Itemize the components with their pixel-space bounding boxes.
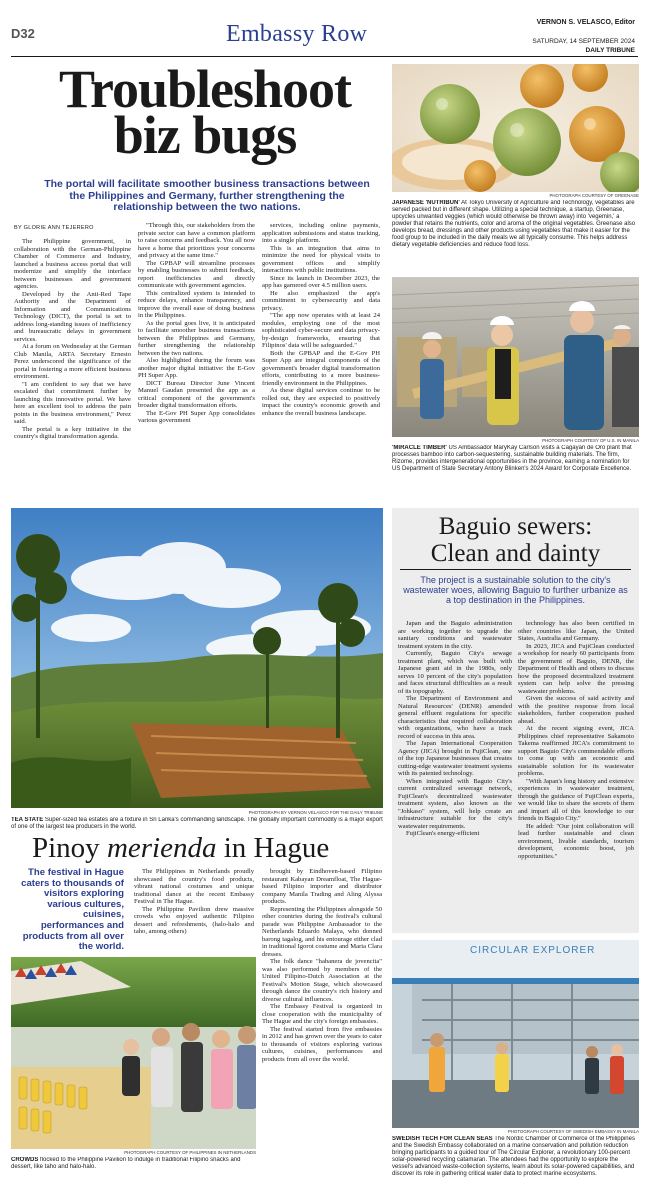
lead-byline: BY GLORIE ANN TEJERERO — [14, 225, 94, 231]
paragraph: This centralized system is intended to reduce delays, enhance transparency, and improve the overall ease of doing business in the Philippines. — [138, 289, 255, 319]
paragraph: The Japan International Cooperation Agency (JICA) brought in FujiClean, one of the top Japanese businesses that creates cutting-edge wastewater treatment systems with its patented technology. — [398, 740, 512, 777]
timber-caption-text: US Ambassador MaryKay Carlson visits a Cagayan de Oro plant that processes bamboo into carbon-sequestering, sustainable building materials. The firm, Rizome, provides intergenerational opportunities in the province, earning a nomination for US Department of State Secretary Antony Blinken's 2024 Award for Corporate Excellence. — [392, 445, 632, 472]
swedish-illustration — [392, 940, 639, 1128]
merienda-photo — [11, 957, 256, 1149]
timber-credit: PHOTOGRAPH COURTESY OF U.S. IN MANILA — [542, 438, 639, 443]
merienda-illustration — [11, 957, 256, 1149]
nutribun-photo — [392, 64, 639, 192]
lead-column-1 — [14, 238, 131, 486]
paragraph: services, including online payments, application submissions and status tracking, into a single platform. — [262, 222, 380, 244]
paragraph: The Department of Environment and Natural Resources' (DENR) amended general effluent regulations for specific characteristics that required collaboration with organizations, who have a track record of success in this area. — [398, 695, 512, 740]
merienda-headline-em: merienda — [106, 832, 217, 864]
paragraph: "I am confident to say that we have escalated that commitment further by launching this innovative portal. We have here an excellent tool to address the pain points in the business environment," Perez said. — [14, 380, 131, 425]
merienda-headline — [32, 832, 329, 864]
paragraph: He also emphasized the app's commitment to cybersecurity and data privacy. — [262, 289, 380, 312]
paragraph: At the recent signing event, JICA Philippines chief representative Sakamoto Takema reaffirmed JICA's commitment to support Baguio City's commendable efforts to come up with an economic and sustainable solution for its wastewater problems. — [518, 725, 634, 777]
paragraph: The festival started from five embassies in 2012 and has grown over the years to cater to thousands of visitors exploring various cultures, cuisines, performances and products from all over the world. — [262, 1025, 382, 1063]
nutribun-caption-lead: JAPANESE 'NUTRIBUN' — [392, 200, 460, 206]
paragraph: As these digital services continue to be rolled out, they are expected to positively impact the country's economic growth and enhance the overall business landscape. — [262, 387, 380, 417]
paragraph: The folk dance "habanera de jovencita" was also performed by members of the United Filipino-Dutch Association at the Festival's Motion Stage, which showcased through dance the country's rich history and diverse cultural influences. — [262, 958, 382, 1003]
paragraph: The portal is a key initiative in the country's digital transformation agenda. — [14, 425, 131, 440]
baguio-column-1 — [398, 620, 512, 930]
baguio-headline-rule — [400, 569, 631, 570]
merienda-column-2 — [262, 868, 382, 1173]
paragraph: DICT Bureau Director June Vincent Manuel Gaudan presented the app as a critical component of the government's broader digital transformation efforts. — [138, 379, 255, 409]
lead-deck: The portal will facilitate smoother business transactions between the Philippines and Germany, further strengthening the relationship between the two nations. — [44, 178, 370, 213]
paragraph: He added: "Our joint collaboration will lead further sustainable and clean environment, livable standards, tourism development, economic boost, job opportunities." — [518, 822, 634, 860]
tea-credit: PHOTOGRAPH BY VERNON VELASCO FOR THE DAILY TRIBUNE — [248, 810, 383, 815]
paragraph: As the portal goes live, it is anticipated to facilitate smoother business transactions between the Philippines and Germany, further strengthening the relationship between the two nations. — [138, 319, 255, 357]
editor-credit: VERNON S. VELASCO, Editor — [536, 19, 635, 26]
nutribun-caption-text: At Tokyo University of Agriculture and Technology, vegetables are served packed but in different shape. Utilizing a special technique, a startup, Greenase, upcycles unwanted veggies (which would otherwise be thrown away) into 'vegemin,' a powder that retains the nutrients, color and aroma of the original vegetables. Greenase also develops bread, dressings and other products using vegetables that make it easier for the food group to be included in the daily meals we all typically consume. This helps address dietary vegetable deficiencies and reduce food loss. — [392, 200, 636, 248]
paragraph: technology has also been certified in other countries like Japan, the United States, Australia and Germany. — [518, 620, 634, 642]
paragraph: "The app now operates with at least 24 modules, employing one of the most sophisticated cyber-secure and data privacy-by-design frameworks, ensuring that Filipinos' data will be safeguarded." — [262, 312, 380, 349]
paragraph: This is an integration that aims to minimize the need for physical visits to government offices and simplify interactions with public institutions. — [262, 244, 380, 274]
merienda-headline-post: in Hague — [216, 832, 330, 864]
paragraph: brought by Eindhoven-based Filipino restaurant Kabayan Dreamfloat, The Hague-based Filipino importer and distributor company Manila Trading and Aling Alyssa products. — [262, 868, 382, 905]
paragraph: Currently, Baguio City's sewage treatment plant, which was built with Japanese grant aid in the 1980s, only serves 10 percent of the city's population and faces structural difficulties as a result of its topography. — [398, 650, 512, 695]
baguio-headline — [392, 513, 639, 567]
paragraph: Both the GPBAP and the E-Gov PH Super App are integral components of the government's broader digital transformation efforts, contributing to a more business-friendly environment in the Philippines. — [262, 349, 380, 387]
paragraph: The GPBAP will streamline processes by enabling businesses to submit feedback, report inefficiencies and directly communicate with government agencies. — [138, 259, 255, 289]
lead-headline-line-1: Troubleshoot — [58, 59, 352, 119]
paragraph: Japan and the Baguio administration are working together to upgrade the sanitary conditions and wastewater treatment system in the city. — [398, 620, 512, 650]
swedish-caption-text: The Nordic Chamber of Commerce of the Philippines and the Swedish Embassy collaborated on a marine conservation and pollution reduction bringing participants to a guided tour of The Circular Explorer, a revolutionary 100-percent solar-powered recycling catamaran. The attendees had the opportunity to explore the vessel's advanced waste-collection systems, learn about its solar-powered capabilities, and discover its role in gathering critical water data to protect marine ecosystems. — [392, 1136, 635, 1177]
paragraph: The E-Gov PH Super App consolidates various government — [138, 409, 255, 424]
paragraph: The Philippine government, in collaboration with the German-Philippine Chamber of Commerce and Industry, launched a business access portal that will modernize and simplify the interface between businesses and government agencies. — [14, 238, 131, 290]
merienda-caption-lead: CROWDS — [11, 1157, 39, 1163]
timber-caption — [392, 445, 639, 495]
issue-date: SATURDAY, 14 SEPTEMBER 2024 — [532, 38, 635, 45]
timber-illustration — [392, 277, 639, 437]
nutribun-illustration — [392, 64, 639, 192]
swedish-photo — [392, 940, 639, 1128]
baguio-column-2 — [518, 620, 634, 930]
lead-column-3 — [262, 222, 380, 490]
tea-caption-lead: TEA STATE — [11, 817, 44, 823]
paragraph: Developed by the Anti-Red Tape Authority and the Department of Information and Communications Technology (DICT), the portal is set to address long-standing issues of inefficiency and bureaucratic delays in government services. — [14, 290, 131, 343]
paragraph: Representing the Philippines alongside 50 other countries during the festival's cultural parade was Philippine Ambassador to the Netherlands Eduardo Malaya, who donned barong tagalog, and his entourage either clad in traditional Igorot costume and Maria Clara dresses. — [262, 905, 382, 958]
paragraph: "With Japan's long history and extensive experiences in wastewater treatment, through the guidance of FujiClean experts, we would like to share the secrets of them and impart all of this knowledge to our friends in Baguio City." — [518, 777, 634, 822]
merienda-caption-text: flocked to the Philippine Pavilion to indulge in traditional Filipino snacks and dessert, like taho and halo-halo. — [11, 1157, 241, 1170]
paragraph: In 2023, JICA and FujiClean conducted a workshop for nearly 60 participants from the government of Baguio, DENR, the Department of Health and others to discuss how the proposed decentralized treatment system can help solve the pressing wastewater problems. — [518, 642, 634, 695]
merienda-deck: The festival in Hague caters to thousands of visitors exploring various cultures, cuisines, performances and products from all over the world. — [21, 867, 124, 953]
merienda-credit: PHOTOGRAPH COURTESY OF PHILIPPINES IN NETHERLANDS — [124, 1150, 256, 1155]
section-title: Embassy Row — [226, 21, 368, 47]
tea-caption — [11, 817, 383, 833]
timber-photo — [392, 277, 639, 437]
page-number: D32 — [11, 26, 35, 41]
swedish-caption-lead: SWEDISH TECH FOR CLEAN SEAS — [392, 1136, 493, 1142]
paragraph: Also highlighted during the forum was another major digital initiative: the E-Gov PH Super App. — [138, 357, 255, 379]
paragraph: At a forum on Wednesday at the German Club Manila, ARTA Secretary Ernesto Perez underscored the significance of the portal in fostering a more efficient business environment. — [14, 343, 131, 380]
swedish-credit: PHOTOGRAPH COURTESY OF SWEDISH EMBASSY IN MANILA — [507, 1129, 639, 1134]
tea-caption-text: Super-sized tea estates are a fixture in Sri Lanka's commanding landscape. The globally important commodity is a major export of one of the largest tea producers in the world. — [11, 817, 383, 830]
paragraph: The Embassy Festival is organized in close cooperation with the municipality of The Hague and the city's foreign embassies. — [262, 1003, 382, 1025]
paragraph: FujiClean's energy-efficient — [406, 830, 480, 837]
merienda-headline-pre: Pinoy — [32, 832, 107, 864]
paragraph: Since its launch in December 2023, the app has garnered over 4.5 million users. — [262, 274, 380, 289]
nutribun-caption — [392, 200, 639, 264]
lead-headline — [20, 59, 390, 165]
merienda-column-1 — [134, 868, 254, 952]
baguio-headline-line-1: Baguio sewers: — [438, 513, 593, 540]
baguio-deck: The project is a sustainable solution to the city's wastewater woes, allowing Baguio to further urbanize as a top destination in the Philippines. — [403, 575, 628, 605]
paragraph: The Philippines in Netherlands proudly showcased the country's food products, vibrant national costumes and unique traditional dance at the recent Embassy Festival in The Hague. — [134, 868, 254, 905]
lead-headline-line-2: biz bugs — [113, 105, 297, 165]
paragraph: Given the success of said activity and with the positive response from local stakeholders, further cooperation pushed ahead. — [518, 695, 634, 725]
tea-photo — [11, 508, 383, 808]
paragraph: The Philippine Pavilion drew massive crowds who enjoyed authentic Filipino dessert and refreshments, (halo-halo and taho, among others) — [134, 905, 254, 935]
tea-illustration — [11, 508, 383, 808]
paper-name: DAILY TRIBUNE — [585, 47, 635, 54]
timber-caption-lead: 'MIRACLE TIMBER' — [392, 445, 447, 451]
lead-column-2 — [138, 222, 255, 490]
paragraph: "Through this, our stakeholders from the private sector can have a common platform to raise concerns and feedback. You all now have a home that prioritizes your concerns and privacy at the same time." — [138, 222, 255, 259]
nutribun-credit: PHOTOGRAPH COURTESY OF GREENASE — [549, 193, 639, 198]
masthead-rule — [11, 56, 638, 57]
merienda-caption — [11, 1157, 256, 1173]
paragraph: When integrated with Baguio City's current centralized sewerage network, FujiClean's decentralized wastewater treatment system, also known as the "Johkaso" system, will help create an infrastructure suitable for the city's wastewater requirements. — [398, 777, 512, 830]
baguio-headline-line-2: Clean and dainty — [430, 540, 601, 567]
circular-explorer-sign: CIRCULAR EXPLORER — [470, 945, 596, 956]
swedish-caption — [392, 1136, 639, 1196]
